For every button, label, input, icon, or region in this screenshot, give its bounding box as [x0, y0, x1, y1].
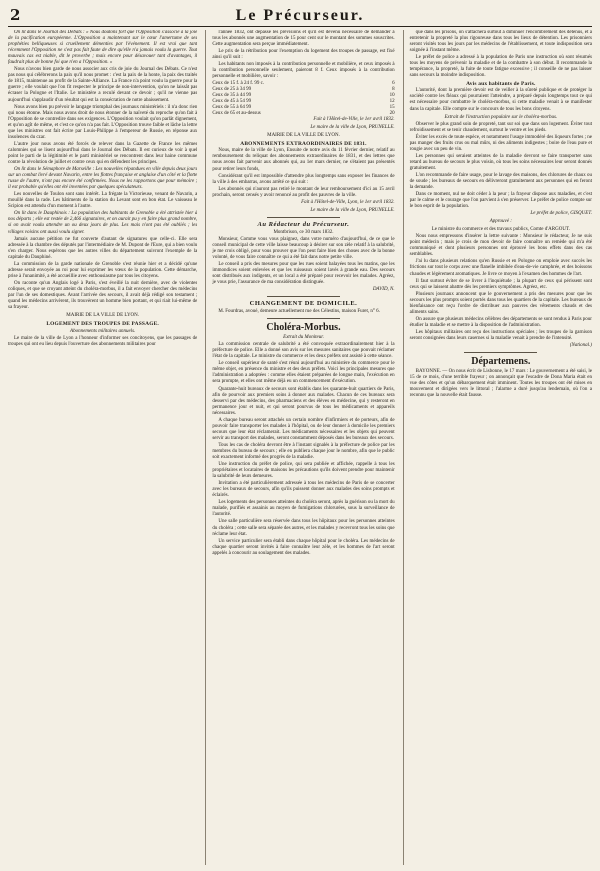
article-paragraph: Nous nous empressons d'insérer la lettre suivante : Monsieur le rédacteur, Je ne suis point médecin ; mais je crois de mon devoir de faire connaître un remède qui m'a été communiqué et dont plusieurs personnes ont éprouvé les bons effets dans des cas semblables. — [409, 234, 592, 258]
signature: Le maire de la ville de Lyon, PRUNELLE. — [310, 207, 395, 213]
article-columns — [8, 30, 592, 865]
departments-heading: Départemens. — [471, 356, 531, 368]
editor-heading: Au Rédacteur du Précurseur. — [257, 220, 350, 228]
lodging-rate-label: Ceux de 65 et au-dessus — [212, 111, 261, 117]
article-paragraph: Les personnes qui seraient atteintes de la maladie devront se faire transporter sans retard au bureau de secours le plus voisin, où tous les soins nécessaires leur seront donnés gratuitement. — [409, 153, 592, 171]
article-paragraph: Tous les cas de choléra devront être à l'instant signalés à la préfecture de police par les membres du bureau de secours ; elle en publiera chaque jour le nombre, afin que le public soit exactement informé des progrès de la maladie. — [212, 442, 395, 461]
notice-heading: CHANGEMENT DE DOMICILE. — [249, 300, 358, 308]
article-paragraph: Le maire de la ville de Lyon a l'honneur d'informer ses concitoyens, que les passages de troupes qui ont eu lieu depuis l'ouverture des abonnements militaires pour — [8, 336, 198, 348]
article-paragraph: L'on recommande de faire usage, pour le lavage des maisons, des chlorures de chaux ou de soude ; les bureaux de secours en délivreront gratuitement aux personnes qui en feront la demande. — [409, 172, 592, 191]
editor-dateline: Montbrison, ce 30 mars 1832. — [273, 229, 334, 235]
article-paragraph: Plusieurs journaux annoncent que le gouvernement a pris des mesures pour que les secours les plus prompts soient portés dans tous les quartiers de la capitale. Les bureaux de bienfaisance ont reçu l'ordre de distribuer aux pauvres des vêtements chauds et des aliments sains. — [409, 291, 592, 315]
article-paragraph: L'autorité, dont la première devoir est de veiller à la sûreté publique et de protéger la société contre les fléaux qui pourraient l'atteindre, a préparé depuis longtemps tout ce qui est nécessaire pour combattre le choléra-morbus, si cette maladie venait à se manifester dans la capitale. Elle compte sur le concours de tous les bons citoyens. — [409, 88, 592, 112]
lodging-rate-label: Ceux de 35 à 44 99 — [212, 93, 252, 99]
section-divider — [464, 352, 537, 353]
signature: Le préfet de police, GISQUET. — [530, 211, 592, 217]
article-paragraph: Invitation a été particulièrement adressée à tous les médecins de Paris de se concerter avec les bureaux de secours, afin qu'ils puissent donner aux malades des soins prompts et éclairés. — [212, 481, 395, 499]
column-right — [403, 30, 592, 865]
signature-date: Fait à l'Hôtel-de-Ville, Lyon, le 1er avril 1832. — [301, 199, 395, 205]
article-paragraph: Le conseil a pris des mesures pour que les rues soient balayées tous les matins, que les immondices soient enlevées et que les ruisseaux soient lavés à grande eau. Des secours sont distribués aux indigents, et un local a été préparé pour recevoir les malades. Agréez, je vous prie, l'assurance de ma considération distinguée. — [212, 261, 395, 286]
mairie-heading: MAIRIE DE LA VILLE DE LYON. — [66, 313, 140, 319]
approved-label: Approuvé : — [489, 219, 512, 225]
article-paragraph: Jamais aucune pétition ne fut couverte d'autant de signatures que celle-ci. Elle sera adressée à la chambre des députés par l'intermédiaire de M. Dupont de l'Eure, qui a bien voulu s'en charger. Nous espérons que les autres villes du département suivront l'exemple de la capitale du Dauphiné. — [8, 236, 198, 260]
article-paragraph: On lit dans le Dauphinois : La population des habitants de Grenoble a été attristée hier à nos départs ; elle est restée de 2,466 signataires, et on aurait pu y en faire plus grand nombre, si on avait voulu attendre un ou deux jours de plus. Les mais n'ont pas été oubliés ; les villages voisins ont aussi voulu signer. — [8, 211, 198, 235]
column-left — [8, 30, 197, 865]
article-paragraph: Le conseil supérieur de santé s'est réuni aujourd'hui au ministère du commerce pour le même objet, en présence du ministre et des deux préfets. Voici les principales mesures que l'administration a adoptées : comme elles étaient préparées de longue main, l'exécution en sera prompte, et elles ont même déjà eu un commencement d'exécution. — [212, 361, 395, 385]
article-paragraph: Les habitants non imposés à la contribution personnelle et mobilière, et ceux imposés à la contribution personnelle seulement, paieront 8 f. Ceux imposés à la contribution personnelle et mobilière, savoir : — [212, 62, 395, 80]
article-paragraph: On lit dans le Journal des Débats : « Nous doutons fort que l'Opposition s'associe à la joie de la pacification européenne. L'Opposition a maintenant sur le cœur l'amertume de ses prophéties belliqueuses si cruellement démenties par l'événement. Il est vrai que tant récemment l'Opposition ne s'est pas fait faute de dire qu'elle n'a jamais voulu la guerre. Tout mauvais cas est niable, dit le proverbe ; mais encore pour désavouer tant d'avantages, il faudrait plus de bonne foi que n'en a l'Opposition. » — [8, 30, 198, 66]
article-paragraph: Le préfet de police a adressé à la population de Paris une instruction où sont résumés tous les moyens de prévenir la maladie et de la combattre à son début. Il recommande la tempérance, la propreté, la fuite de toute fatigue excessive ; il conseille de ne pas laisser sans secours la moindre indisposition. — [409, 55, 592, 79]
article-paragraph: Une instruction du préfet de police, qui sera publiée et affichée, rappelle à tous les propriétaires et locataires de maisons les précautions qu'ils doivent prendre pour maintenir la salubrité de leurs demeures. — [212, 462, 395, 480]
lodging-rate-table — [212, 81, 394, 117]
article-paragraph: l'année 1832, ont dépassé les prévisions et qu'il est devenu nécessaire de demander à tous les abonnés une augmentation de 15 pour cent sur le montant des sommes souscrites. Cette augmentation sera perçue immédiatement. — [212, 30, 395, 48]
article-paragraph: Dans ce moment, nul ne doit céder à la peur ; la frayeur dispose aux maladies, et c'est par le calme et le courage que l'on parvient à s'en préserver. Le préfet de police compte sur le bon esprit de la population. — [409, 192, 592, 210]
article-paragraph: Il faut surtout éviter de se livrer à l'inquiétude ; la plupart de ceux qui périssent sont ceux qui se laissent abattre dès les premiers symptômes. Agréez, etc. — [409, 278, 592, 290]
lodging-rate-value: 20 — [389, 111, 395, 117]
lodging-rate-value: 8 — [392, 87, 395, 93]
instruction-heading: Extrait de l'instruction populaire sur le choléra-morbus. — [444, 114, 558, 120]
article-paragraph: On assure que plusieurs médecins célèbres des départements se sont rendus à Paris pour étudier la maladie et se mettre à la disposition de l'administration. — [409, 316, 592, 328]
article-paragraph: A chaque bureau seront attachés un certain nombre d'infirmiers et de porteurs, afin de pouvoir faire transporter les malades à l'hôpital, ou de leur donner à domicile les premiers secours que leur état réclamerait. Les médicaments nécessaires et les objets qui peuvent servir au transport des malades, seront constamment déposés dans les bureaux des secours. — [212, 417, 395, 441]
article-paragraph: Nous, maire de la ville de Lyon, Ensuite de notre avis du 11 février dernier, relatif au remboursement du reliquat des abonnements extraordinaires de 1831, et des lettres que nous avons fait parvenir aux abonnés qui, au 1er mars dernier, ne s'étaient pas présentés pour retirer leurs fonds, — [212, 148, 395, 172]
article-paragraph: Observer le plus grand soin de propreté, tant sur soi que dans son logement. Éviter tout refroidissement et se tenir chaudement, surtout le ventre et les pieds. — [409, 121, 592, 133]
header-rule — [8, 26, 592, 27]
signature: DAVID, N. — [372, 287, 395, 293]
cholera-source: Extrait du Moniteur. — [283, 335, 324, 341]
section-divider — [267, 217, 340, 218]
article-paragraph: On raconte qu'un Anglais logé à Paris, s'est éveillé la nuit dernière, avec de violentes coliques, et que se croyant atteint du choléra-morbus, il a fait envoyer chercher des médecins par l'un de ses domestiques. Avant l'arrivée des secours, il avait déjà rédigé son testament ; quand les médecins arrivèrent, ils trouvèrent un homme bien portant, et qui riait lui-même de sa frayeur. — [8, 280, 198, 311]
column-middle — [205, 30, 394, 865]
article-paragraph: Nous n'avons bien garde de nous associer aux cris de joie du Journal des Débats. Ce n'est pas nous qui célébrerons la paix qu'il nous promet : c'est la paix de la honte, la paix des traités de 1815, maintenue au profit de la Sainte-Alliance. La France n'a point voulu la guerre pour la guerre ; elle voulait que l'on fit respecter le principe de non-intervention, qu'on ne laissât pas écraser la Pologne et l'Italie. Le ministère a reculé devant ce devoir ; qu'il ne vienne pas aujourd'hui s'applaudir d'un résultat qui est la consécration de notre abaissement. — [8, 67, 198, 103]
article-paragraph: Considérant qu'il est impossible d'attendre plus longtemps sans exposer les finances de la ville à des embarras, avons arrêté ce qui suit : — [212, 173, 395, 185]
article-paragraph: BAYONNE. — On nous écrit de Lisbonne, le 17 mars : Le gouvernement a été saisi, le 15 de ce mois, d'une terrible frayeur ; on annonçait que l'escadre de Dona Maria était en vue des côtes et qu'un débarquement était imminent. Toutes les troupes ont été mises en mouvement et dirigées vers le littoral ; l'alarme a duré jusqu'au lendemain, où l'on a reconnu que la nouvelle était fausse. — [409, 369, 592, 399]
lodging-rate-label: Ceux de 15 f. à 24 f. 99 c. — [212, 81, 265, 87]
article-paragraph: Le prix de la rétribution pour l'exemption du logement des troupes de passage, est fixé ainsi qu'il suit : — [212, 49, 395, 61]
article-paragraph: Les hôpitaux militaires ont reçu des instructions spéciales ; les troupes de la garnison seront consignées dans leurs casernes si la maladie venait à prendre de l'intensité. — [409, 329, 592, 341]
article-paragraph: L'autre jour nous avons été forcés de relever dans la Gazette de France les mêmes calomnies qui se lisent aujourd'hui dans le Journal des Débats. Il est curieux de voir à quel point le parti de la légitimité et le parti ministériel se rencontrent dans leur haine commune contre la révolution de juillet et contre ceux qui en défendent les principes. — [8, 141, 198, 165]
extraordinary-heading: ABONNEMENTS EXTRAORDINAIRES DE 1831. — [240, 141, 367, 148]
minister-line: Le ministre du commerce et des travaux publics, Comte d'ARGOUT. — [431, 227, 570, 233]
article-paragraph: La commission de la garde nationale de Grenoble s'est réunie hier et a décidé qu'une adresse serait envoyée au roi pour lui exprimer les vœux de la population. Cette démarche, prise à l'unanimité, a été accueillie avec enthousiasme par tous les citoyens. — [8, 261, 198, 279]
article-paragraph: La commission centrale de salubrité a été convoquée extraordinairement hier à la préfecture de police. Elle a donné son avis sur les mesures sanitaires que pouvait réclamer l'état de la capitale. Le ministre du commerce et les deux préfets ont assisté à cette séance. — [212, 342, 395, 360]
lodging-rate-label: Ceux de 45 à 54 99 — [212, 99, 252, 105]
article-paragraph: Un service particulier sera établi dans chaque hôpital pour le choléra. Les médecins de chaque quartier seront invités à faire connaître leur zèle, et les hommes de l'art seront appelés à concourir au soulagement des malades. — [212, 538, 395, 556]
article-paragraph: que dans les prisons, on s'attachera surtout à diminuer l'encombrement des détenus, et à entretenir la propreté la plus rigoureuse dans tous les lieux de détention. Les prisonniers seront visités tous les jours par les médecins de l'établissement, et toute indisposition sera soignée à l'instant même. — [409, 30, 592, 54]
cholera-heading: Choléra-Morbus. — [266, 322, 341, 334]
lodging-rate-label: Ceux de 55 à 64 99 — [212, 105, 252, 111]
lodging-rate-value: 10 — [389, 93, 395, 99]
article-paragraph: Les nouvelles de Toulon sont sans intérêt. La frégate la Victorieuse, venant de Navarin, a mouillé dans la rade. Les bâtiments de la station du Levant sont en bon état. Le vaisseau le Scipion est attendu d'un moment à l'autre. — [8, 192, 198, 210]
article-paragraph: Les abonnés qui n'auront pas retiré le montant de leur remboursement d'ici au 15 avril prochain, seront censés y avoir renoncé au profit des pauvres de la ville. — [212, 186, 395, 198]
article-paragraph: Nous avons bien pu prévoir le langage triomphal des journaux ministériels : il n'a donc rien qui nous étonne. Mais nous avons droit de nous étonner de la naïveté du reproche qu'on fait à l'Opposition de se contredire dans ses exigences. L'Opposition voulait qu'on parlât dignement, et qu'on agît de même, et c'est ce qu'on n'a pas fait. L'Opposition trouve faible et lâche la lettre que les ministres ont fait écrire par Louis-Philippe à l'empereur de Russie, en réponse aux insolences du czar. — [8, 104, 198, 140]
page-header — [8, 6, 592, 26]
cholera-notice-heading: Avis aux habitants de Paris. — [466, 81, 536, 88]
lodging-rate-value: 12 — [389, 99, 395, 105]
page-number: 2 — [10, 6, 21, 24]
signature: Le maire de la ville de Lyon, PRUNELLE. — [310, 125, 395, 131]
article-paragraph: Monsieur, Comme vous vous plaignez, dans votre numéro d'aujourd'hui, de ce que le conseil municipal de cette ville laisse beaucoup à désirer sur son zèle relatif à la salubrité, je me crois obligé, pour vous prouver que l'on peut faire bien des choses avec de la bonne volonté, de vous faire connaître ce qui a été fait dans notre petite ville. — [212, 236, 395, 260]
lodging-subheading: Abonnements militaires annuels. — [70, 329, 136, 335]
article-paragraph: Les logements des personnes atteintes du choléra seront, après la guérison ou la mort du malade, purifiés et assainis au moyen de fumigations chlorurées, sous la surveillance de l'autorité. — [212, 500, 395, 518]
source-credit: (National.) — [569, 343, 592, 349]
mairie-heading: MAIRIE DE LA VILLE DE LYON. — [267, 133, 340, 139]
notice-text: M. Fourdras, avoué, demeure actuellement rue des Célestins, maison Furet, n° 6. — [218, 309, 380, 315]
lodging-rate-value: 6 — [392, 81, 395, 87]
lodging-rate-label: Ceux de 25 à 34 99 — [212, 87, 252, 93]
article-paragraph: J'ai lu dans plusieurs relations qu'en Russie et en Pologne on emploie avec succès les frictions sur tout le corps avec une flanelle imbibée d'eau-de-vie camphrée, et des boissons chaudes et légèrement aromatiques. Je livre ce moyen à l'examen des hommes de l'art. — [409, 259, 592, 277]
section-divider — [267, 296, 340, 297]
journal-title: Le Précurseur. — [235, 7, 365, 24]
signature-date: Fait à l'Hôtel-de-Ville, le 1er avril 1832. — [313, 117, 395, 123]
article-paragraph: Éviter les excès de toute espèce, et notamment l'usage immodéré des liqueurs fortes ; ne pas manger des fruits crus ou mal mûrs, ni des aliments indigestes ; boire de l'eau pure et rougie avec un peu de vin. — [409, 134, 592, 152]
article-paragraph: On lit dans le Sémaphore de Marseille : Les nouvelles répandues en ville depuis deux jours sur un combat livré devant Navarin, entre les flottes française et anglaise d'un côté et la flotte russe de l'autre, n'ont pas encore été confirmées. Nous ne les rapportons que pour mémoire ; il est probable qu'elles ont été inventées par quelques spéculateurs. — [8, 167, 198, 191]
section-divider — [267, 318, 340, 319]
lodging-rate-value: 15 — [389, 105, 395, 111]
article-paragraph: Une salle particulière sera réservée dans tous les hôpitaux pour les personnes atteintes du choléra ; cette salle sera séparée des autres, et les malades y recevront tous les soins que réclame leur état. — [212, 519, 395, 537]
lodging-heading: LOGEMENT DES TROUPES DE PASSAGE. — [46, 321, 159, 328]
article-paragraph: Quarante-huit bureaux de secours sont établis dans les quarante-huit quartiers de Paris, afin de pourvoir aux premiers soins à donner aux malades. Chacun de ces bureaux sera desservi par des médecins, des pharmaciens et des élèves en médecine, qui y resteront en permanence jour et nuit, et qui seront pourvus de tous les médicaments et appareils nécessaires. — [212, 386, 395, 416]
